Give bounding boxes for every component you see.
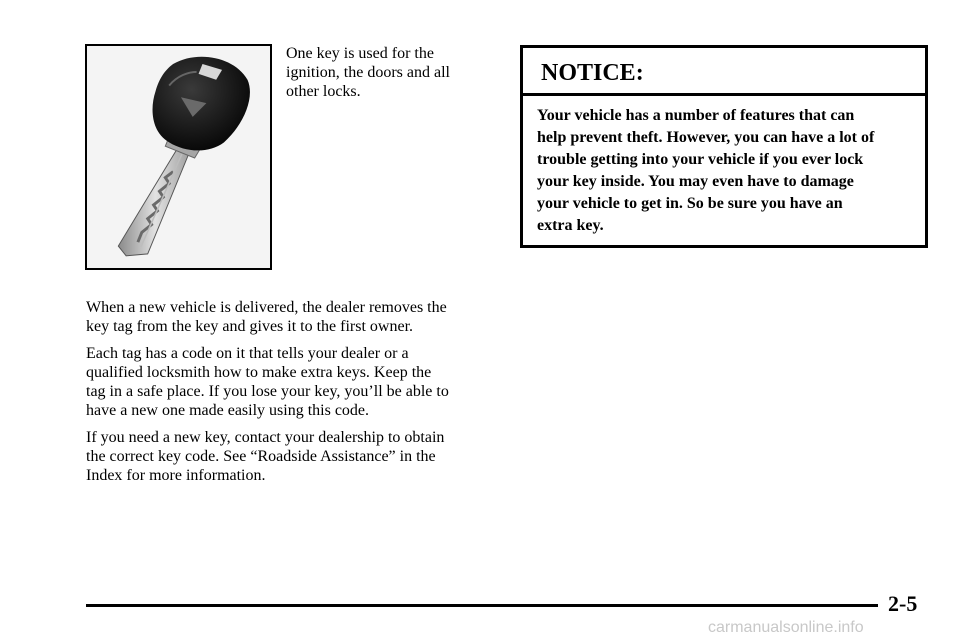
paragraph-new-key — [86, 428, 496, 485]
notice-title: NOTICE: — [523, 48, 925, 96]
notice-line: extra key. — [537, 217, 604, 234]
notice-line: help prevent theft. However, you can have a lot of — [537, 129, 875, 146]
notice-line: your vehicle to get in. So be sure you have an — [537, 195, 843, 212]
caption-line: ignition, the doors and all — [286, 64, 450, 81]
page-number: 2-5 — [888, 591, 918, 616]
key-caption — [286, 44, 481, 101]
body-text — [86, 298, 496, 493]
watermark: carmanualsonline.info — [708, 619, 864, 636]
notice-box — [520, 45, 928, 248]
text-line: have a new one made easily using this code. — [86, 402, 370, 419]
key-icon — [87, 46, 270, 268]
paragraph-key-code — [86, 344, 496, 420]
footer-rule — [86, 604, 878, 607]
text-line: If you need a new key, contact your dealership to obtain — [86, 429, 445, 446]
key-illustration — [85, 44, 272, 270]
text-line: When a new vehicle is delivered, the dealer removes the — [86, 299, 447, 316]
notice-line: trouble getting into your vehicle if you ever lock — [537, 151, 864, 168]
notice-line: Your vehicle has a number of features that can — [537, 107, 855, 124]
notice-body — [523, 96, 925, 237]
text-line: tag in a safe place. If you lose your key, you’ll be able to — [86, 383, 449, 400]
caption-line: other locks. — [286, 83, 361, 100]
text-line: Each tag has a code on it that tells your dealer or a — [86, 345, 409, 362]
caption-line: One key is used for the — [286, 45, 434, 62]
text-line: Index for more information. — [86, 467, 266, 484]
text-line: qualified locksmith how to make extra keys. Keep the — [86, 364, 432, 381]
paragraph-key-tag — [86, 298, 496, 336]
text-line: key tag from the key and gives it to the first owner. — [86, 318, 414, 335]
notice-line: your key inside. You may even have to damage — [537, 173, 854, 190]
text-line: the correct key code. See “Roadside Assistance” in the — [86, 448, 436, 465]
